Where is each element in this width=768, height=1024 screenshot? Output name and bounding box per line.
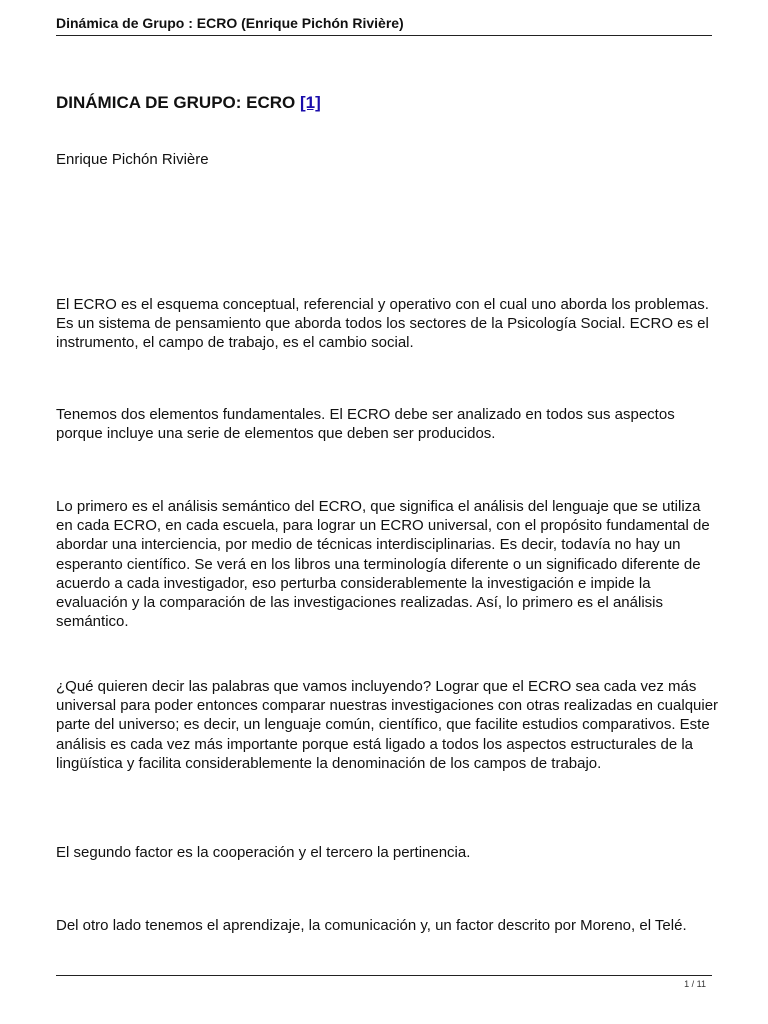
- author-name: Enrique Pichón Rivière: [56, 151, 209, 168]
- paragraph-fundamental-elements: Tenemos dos elementos fundamentales. El ECRO debe ser analizado en todos sus aspectos porque incluye una serie de elementos que deben ser producidos.: [56, 406, 675, 443]
- paragraph-universal-language: ¿Qué quieren decir las palabras que vamos incluyendo? Lograr que el ECRO sea cada vez más universal para poder entonces comparar nuestras investigaciones con otras realizadas en cualquier parte del universo; es decir, un lenguaje común, científico, que facilite estudios comparativos. Este análisis es cada vez más importante porque está ligado a todos los aspectos estructurales de la lingüística y facilita considerablemente la denominación de los campos de trabajo.: [56, 678, 719, 772]
- page-number: 1 / 11: [684, 979, 706, 989]
- footer-divider: [56, 975, 712, 976]
- document-title: [56, 92, 321, 114]
- footnote-link[interactable]: [1]: [300, 93, 321, 112]
- document-title-text: DINÁMICA DE GRUPO: ECRO: [56, 93, 296, 112]
- paragraph-semantic-analysis: Lo primero es el análisis semántico del ECRO, que significa el análisis del lenguaje que se utiliza en cada ECRO, en cada escuela, para lograr un ECRO universal, con el propósito fundamental de abordar una interciencia, por medio de técnicas interdisciplinarias. Es decir, todavía no hay un esperanto científico. Se verá en los libros una terminología diferente o un significado diferente de acuerdo a cada investigador, eso perturba considerablemente la investigación e impide la evaluación y la comparación de las investigaciones realizadas. Así, lo primero es el análisis semántico.: [56, 498, 710, 631]
- running-header: Dinámica de Grupo : ECRO (Enrique Pichón Rivière): [56, 14, 712, 36]
- paragraph-ecro-definition: El ECRO es el esquema conceptual, referencial y operativo con el cual uno aborda los problemas. Es un sistema de pensamiento que aborda todos los sectores de la Psicología Social. ECRO es el instrumento, el campo de trabajo, es el cambio social.: [56, 296, 709, 352]
- paragraph-second-factor: El segundo factor es la cooperación y el tercero la pertinencia.: [56, 844, 471, 861]
- paragraph-learning-communication: Del otro lado tenemos el aprendizaje, la comunicación y, un factor descrito por Moreno, el Telé.: [56, 917, 687, 934]
